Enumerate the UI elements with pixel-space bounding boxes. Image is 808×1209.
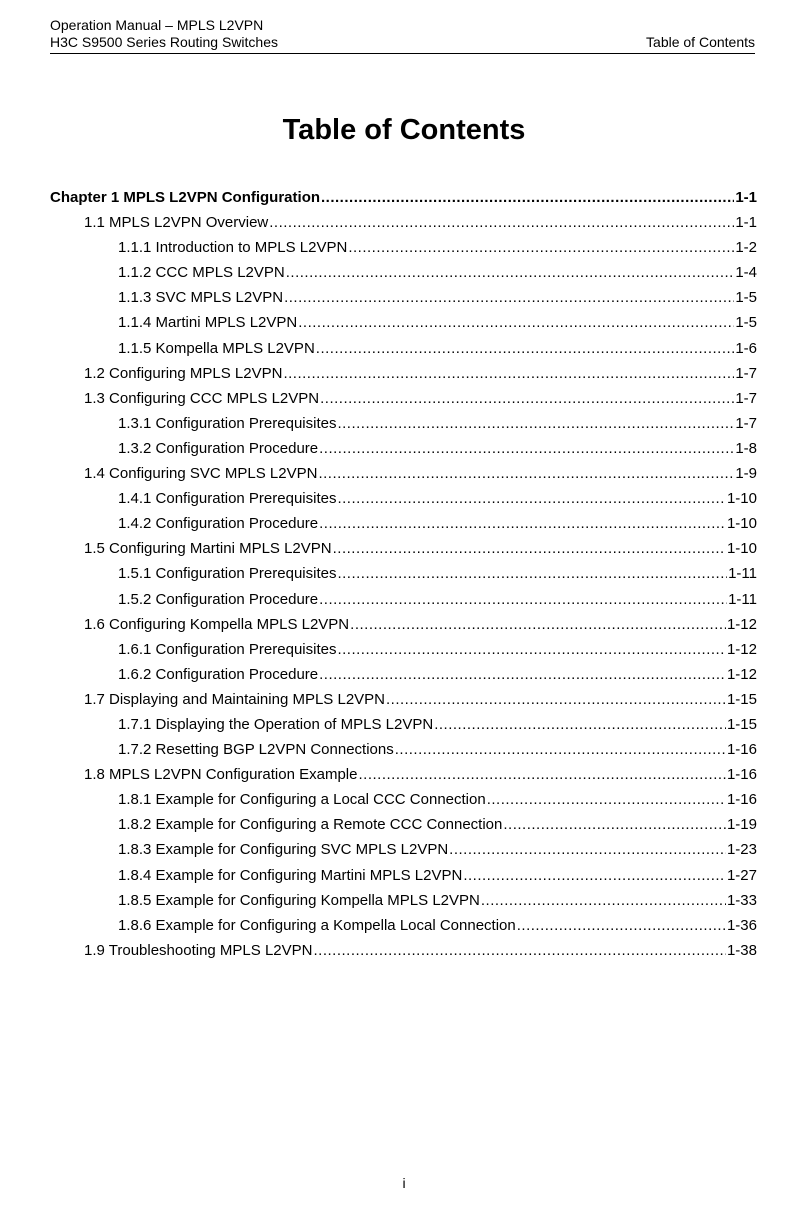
toc-entry-title: 1.7.2 Resetting BGP L2VPN Connections: [118, 741, 394, 759]
toc-entry[interactable]: [50, 816, 757, 841]
toc-entry[interactable]: [50, 791, 757, 816]
toc-entry[interactable]: [50, 440, 757, 465]
toc-entry[interactable]: [50, 691, 757, 716]
dot-leader: [333, 540, 726, 557]
toc-entry-page: 1-9: [735, 465, 757, 483]
toc-entry-title: 1.7.1 Displaying the Operation of MPLS L2VPN: [118, 715, 434, 733]
toc-entry-page: 1-12: [726, 665, 757, 683]
dot-leader: [395, 741, 726, 758]
toc-entry[interactable]: [50, 917, 757, 942]
toc-entry-page: 1-16: [726, 741, 757, 759]
section-name: Table of Contents: [646, 34, 755, 50]
dot-leader: [517, 917, 726, 934]
toc-entry-title: 1.5.2 Configuration Procedure: [118, 590, 319, 608]
toc-entry[interactable]: [50, 390, 757, 415]
toc-entry-page: 1-33: [726, 891, 757, 909]
dot-leader: [434, 716, 726, 733]
toc-entry[interactable]: [50, 591, 757, 616]
dot-leader: [358, 766, 725, 783]
toc-entry-page: 1-7: [735, 364, 757, 382]
toc-entry-title: 1.3.1 Configuration Prerequisites: [118, 414, 337, 432]
toc-entry-page: 1-23: [726, 841, 757, 859]
toc-entry[interactable]: [50, 189, 757, 214]
dot-leader: [321, 189, 734, 206]
dot-leader: [319, 440, 734, 457]
toc-entry-page: 1-36: [726, 916, 757, 934]
toc-entry-title: 1.4 Configuring SVC MPLS L2VPN: [84, 465, 318, 483]
dot-leader: [298, 314, 734, 331]
toc-entry-title: 1.1.2 CCC MPLS L2VPN: [118, 264, 285, 282]
toc-entry-page: 1-12: [726, 615, 757, 633]
toc-entry-page: 1-7: [735, 414, 757, 432]
toc-entry-page: 1-1: [735, 214, 757, 232]
toc-entry-page: 1-7: [735, 389, 757, 407]
toc-entry-title: 1.4.1 Configuration Prerequisites: [118, 490, 337, 508]
toc-entry-page: 1-2: [735, 239, 757, 257]
header-row-1: [50, 17, 755, 34]
table-of-contents: [50, 189, 757, 967]
toc-entry-page: 1-10: [726, 515, 757, 533]
dot-leader: [350, 616, 726, 633]
toc-entry[interactable]: [50, 841, 757, 866]
toc-entry-title: 1.8 MPLS L2VPN Configuration Example: [84, 766, 358, 784]
page-number: i: [402, 1175, 406, 1191]
toc-entry[interactable]: [50, 239, 757, 264]
toc-entry-title: 1.1.1 Introduction to MPLS L2VPN: [118, 239, 348, 257]
toc-entry-title: 1.1.3 SVC MPLS L2VPN: [118, 289, 284, 307]
toc-entry[interactable]: [50, 741, 757, 766]
toc-entry[interactable]: [50, 540, 757, 565]
toc-entry-title: 1.7 Displaying and Maintaining MPLS L2VPN: [84, 690, 386, 708]
toc-entry-page: 1-11: [728, 565, 757, 583]
toc-entry-title: 1.9 Troubleshooting MPLS L2VPN: [84, 941, 313, 959]
toc-entry-page: 1-4: [735, 264, 757, 282]
toc-entry[interactable]: [50, 515, 757, 540]
toc-entry[interactable]: [50, 641, 757, 666]
toc-entry-page: 1-27: [726, 866, 757, 884]
toc-entry-page: 1-8: [735, 439, 757, 457]
toc-entry[interactable]: [50, 214, 757, 239]
toc-entry[interactable]: [50, 465, 757, 490]
dot-leader: [487, 791, 726, 808]
toc-entry[interactable]: [50, 340, 757, 365]
toc-entry-title: 1.5 Configuring Martini MPLS L2VPN: [84, 540, 332, 558]
toc-entry-title: Chapter 1 MPLS L2VPN Configuration: [50, 189, 321, 206]
toc-entry-page: 1-19: [726, 816, 757, 834]
toc-entry-page: 1-11: [728, 590, 757, 608]
dot-leader: [503, 816, 726, 833]
toc-entry[interactable]: [50, 415, 757, 440]
toc-entry-page: 1-15: [726, 690, 757, 708]
toc-entry-title: 1.8.4 Example for Configuring Martini MPLS L2VPN: [118, 866, 463, 884]
toc-entry-title: 1.1.5 Kompella MPLS L2VPN: [118, 339, 315, 357]
dot-leader: [269, 214, 734, 231]
toc-entry-page: 1-15: [726, 715, 757, 733]
toc-entry-page: 1-1: [735, 189, 757, 206]
dot-leader: [313, 942, 725, 959]
manual-title: Operation Manual – MPLS L2VPN: [50, 17, 264, 33]
toc-entry-title: 1.6.2 Configuration Procedure: [118, 665, 319, 683]
toc-entry-title: 1.2 Configuring MPLS L2VPN: [84, 364, 283, 382]
toc-entry-page: 1-16: [726, 766, 757, 784]
header-row-2: [50, 34, 755, 51]
toc-entry-title: 1.8.5 Example for Configuring Kompella MPLS L2VPN: [118, 891, 480, 909]
toc-entry-title: 1.3.2 Configuration Procedure: [118, 439, 319, 457]
toc-entry[interactable]: [50, 942, 757, 967]
toc-entry[interactable]: [50, 565, 757, 590]
dot-leader: [337, 490, 726, 507]
dot-leader: [337, 565, 727, 582]
dot-leader: [284, 289, 734, 306]
toc-entry[interactable]: [50, 892, 757, 917]
toc-entry[interactable]: [50, 264, 757, 289]
toc-entry-title: 1.1.4 Martini MPLS L2VPN: [118, 314, 298, 332]
toc-entry-title: 1.5.1 Configuration Prerequisites: [118, 565, 337, 583]
dot-leader: [337, 415, 734, 432]
dot-leader: [348, 239, 734, 256]
toc-entry-page: 1-6: [735, 339, 757, 357]
toc-entry-page: 1-16: [726, 791, 757, 809]
toc-entry-title: 1.8.6 Example for Configuring a Kompella Local Connection: [118, 916, 516, 934]
toc-entry-page: 1-10: [726, 540, 757, 558]
toc-entry[interactable]: [50, 616, 757, 641]
dot-leader: [386, 691, 726, 708]
toc-entry[interactable]: [50, 289, 757, 314]
dot-leader: [337, 641, 726, 658]
dot-leader: [318, 465, 734, 482]
toc-entry-title: 1.1 MPLS L2VPN Overview: [84, 214, 269, 232]
dot-leader: [449, 841, 726, 858]
toc-entry[interactable]: [50, 365, 757, 390]
toc-entry[interactable]: [50, 716, 757, 741]
page-header: [50, 17, 755, 54]
toc-entry-page: 1-10: [726, 490, 757, 508]
toc-entry-title: 1.4.2 Configuration Procedure: [118, 515, 319, 533]
dot-leader: [316, 340, 735, 357]
dot-leader: [283, 365, 734, 382]
toc-entry-page: 1-38: [726, 941, 757, 959]
product-name: H3C S9500 Series Routing Switches: [50, 34, 279, 50]
toc-entry-title: 1.8.2 Example for Configuring a Remote CCC Connection: [118, 816, 503, 834]
toc-entry[interactable]: [50, 314, 757, 339]
toc-entry[interactable]: [50, 766, 757, 791]
toc-entry-title: 1.6 Configuring Kompella MPLS L2VPN: [84, 615, 350, 633]
dot-leader: [319, 666, 726, 683]
toc-entry-title: 1.8.1 Example for Configuring a Local CCC Connection: [118, 791, 486, 809]
toc-entry-page: 1-5: [735, 314, 757, 332]
toc-entry-title: 1.3 Configuring CCC MPLS L2VPN: [84, 389, 320, 407]
toc-entry-page: 1-5: [735, 289, 757, 307]
toc-entry-page: 1-12: [726, 640, 757, 658]
dot-leader: [481, 892, 726, 909]
dot-leader: [286, 264, 735, 281]
toc-entry-title: 1.8.3 Example for Configuring SVC MPLS L2VPN: [118, 841, 449, 859]
dot-leader: [319, 591, 727, 608]
toc-entry[interactable]: [50, 666, 757, 691]
dot-leader: [463, 867, 726, 884]
page-title: Table of Contents: [282, 114, 526, 146]
toc-entry-title: 1.6.1 Configuration Prerequisites: [118, 640, 337, 658]
dot-leader: [319, 515, 726, 532]
dot-leader: [320, 390, 734, 407]
toc-entry[interactable]: [50, 490, 757, 515]
toc-entry[interactable]: [50, 867, 757, 892]
